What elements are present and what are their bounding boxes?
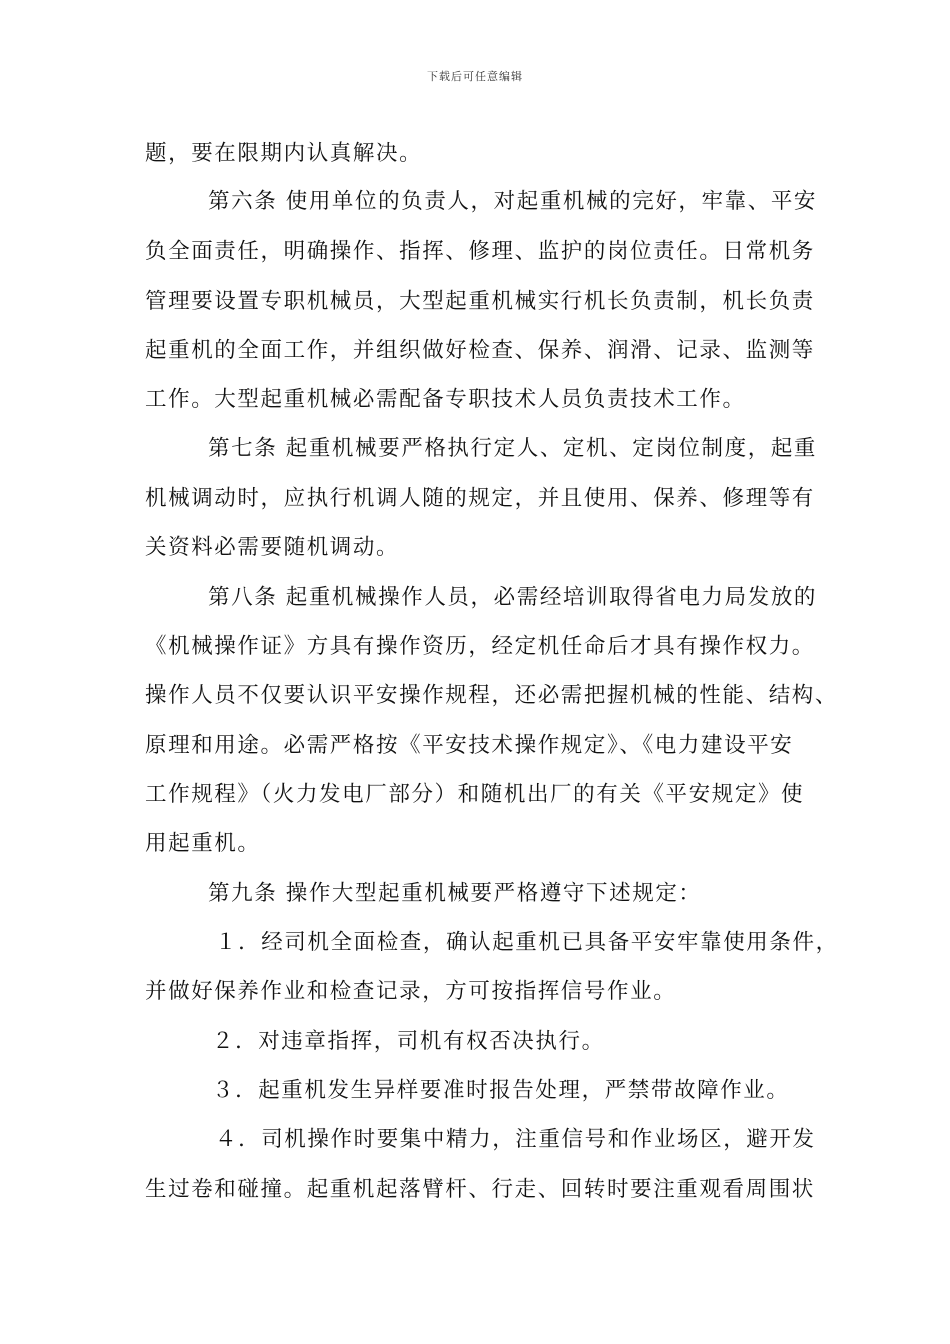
text-line: ４．司机操作时要集中精力，注重信号和作业场区，避开发 [215,1127,816,1152]
text-line: 用起重机。 [145,831,261,856]
text-line: 工作。大型起重机械必需配备专职技术人员负责技术工作。 [145,387,746,412]
text-line: １．经司机全面检查，确认起重机已具备平安牢靠使用条件， [215,930,839,955]
text-line: 生过卷和碰撞。起重机起落臂杆、行走、回转时要注重观看周围状 [145,1177,815,1202]
header-note: 下载后可任意编辑 [427,70,523,83]
text-line: 起重机的全面工作，并组织做好检查、保养、润滑、记录、监测等 [145,338,815,363]
text-line: 管理要设置专职机械员，大型起重机械实行机长负责制，机长负责 [145,289,815,314]
text-line: 第九条 操作大型起重机械要严格遵守下述规定： [208,881,702,906]
text-line: 操作人员不仅要认识平安操作规程，还必需把握机械的性能、结构、 [145,683,839,708]
text-line: 第六条 使用单位的负责人，对起重机械的完好，牢靠、平安 [208,189,818,214]
text-line: 工作规程》（火力发电厂部分）和随机出厂的有关《平安规定》使 [145,782,805,807]
text-line: 第七条 起重机械要严格执行定人、定机、定岗位制度，起重 [208,436,818,461]
text-line: 《机械操作证》方具有操作资历，经定机任命后才具有操作权力。 [145,634,815,659]
text-line: 题，要在限期内认真解决。 [145,141,423,166]
text-line: 第八条 起重机械操作人员，必需经培训取得省电力局发放的 [208,585,818,610]
text-line: 机械调动时，应执行机调人随的规定，并且使用、保养、修理等有 [145,486,815,511]
text-line: 关资料必需要随机调动。 [145,535,400,560]
text-line: 原理和用途。必需严格按《平安技术操作规定》、《电力建设平安 [145,733,794,758]
text-line: 并做好保养作业和检查记录，方可按指挥信号作业。 [145,979,677,1004]
text-line: ２．对违章指挥，司机有权否决执行。 [212,1029,605,1054]
text-line: 负全面责任，明确操作、指挥、修理、监护的岗位责任。日常机务 [145,239,815,264]
text-line: ３．起重机发生异样要准时报告处理，严禁带故障作业。 [212,1078,790,1103]
